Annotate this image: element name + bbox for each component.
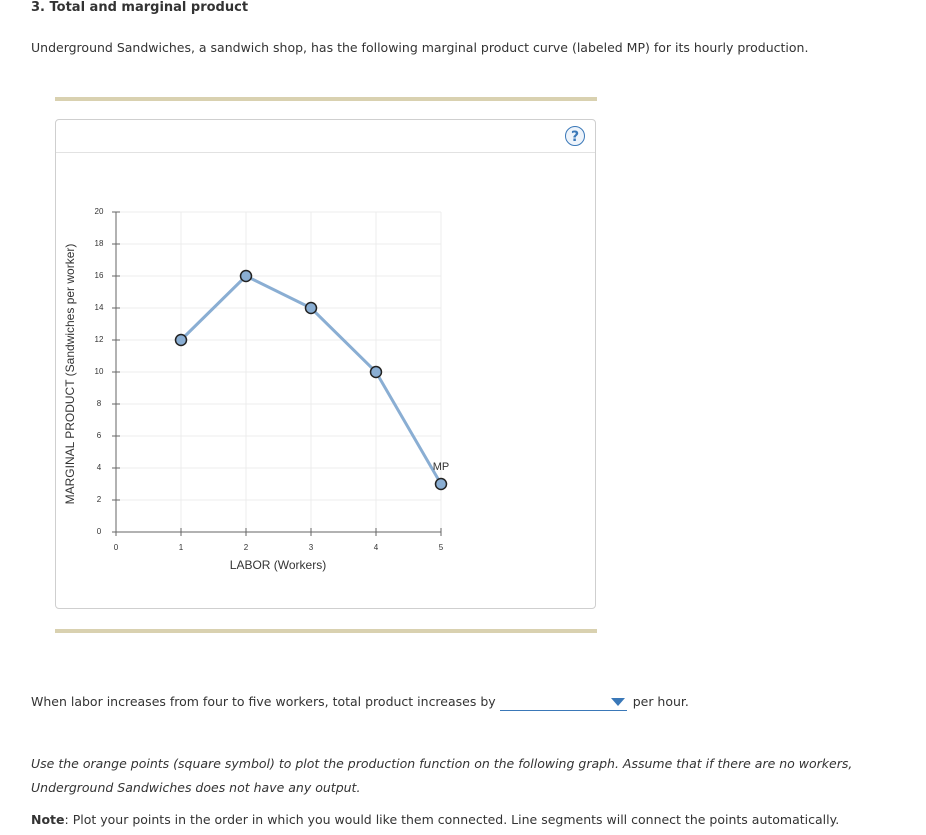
x-tick-label: 3 (308, 543, 314, 552)
x-tick-label: 0 (113, 543, 119, 552)
y-tick-label: 4 (96, 463, 102, 473)
y-tick-label: 6 (96, 431, 102, 441)
y-tick-label: 2 (96, 495, 102, 505)
y-tick-label: 20 (94, 207, 104, 217)
question-title: 3. Total and marginal product (31, 0, 249, 15)
answer-prefix: When labor increases from four to five workers, total product increases by (31, 693, 496, 709)
x-tick-label: 4 (373, 543, 379, 552)
x-tick-label: 5 (438, 543, 444, 552)
answer-row (31, 692, 689, 710)
y-tick-label: 18 (94, 239, 104, 249)
note-body: : Plot your points in the order in which you would like them connected. Line segments will connect the points automatically. (64, 812, 840, 827)
answer-dropdown[interactable] (500, 693, 627, 711)
x-tick-label: 1 (178, 543, 184, 552)
note-text (31, 812, 839, 827)
note-label: Note (31, 812, 65, 827)
graph-panel (55, 119, 596, 609)
y-axis-label: MARGINAL PRODUCT (Sandwiches per worker) (63, 243, 77, 505)
question-intro: Underground Sandwiches, a sandwich shop, has the following marginal product curve (labeled MP) for its hourly production. (31, 40, 809, 55)
y-tick-label: 0 (96, 527, 102, 537)
plot-instructions: Use the orange points (square symbol) to plot the production function on the following graph. Assume that if there are no workers, Underground Sandwiches does not have any output. (31, 756, 853, 795)
x-tick-label: 2 (243, 543, 249, 552)
panel-header-divider (56, 152, 595, 153)
y-tick-label: 16 (94, 271, 104, 281)
bottom-divider (55, 629, 597, 633)
y-tick-label: 8 (96, 399, 102, 409)
chevron-down-icon (611, 698, 625, 706)
y-tick-label: 14 (94, 303, 104, 313)
series-label: MP (432, 461, 450, 473)
answer-suffix: per hour. (632, 693, 689, 709)
y-tick-label: 12 (94, 335, 104, 345)
top-divider (55, 97, 597, 101)
help-icon[interactable]: ? (565, 126, 585, 146)
y-tick-label: 10 (94, 367, 104, 377)
x-axis-label: LABOR (Workers) (229, 558, 327, 572)
